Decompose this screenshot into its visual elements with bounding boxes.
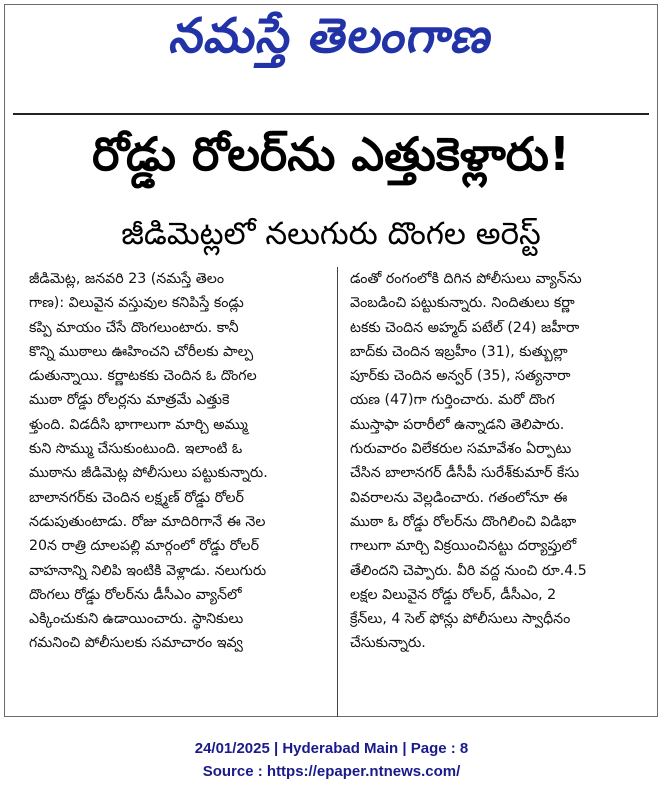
masthead-rule [13, 113, 649, 115]
article-column-right [350, 267, 657, 656]
article-line: ముఠాను జీడిమెట్ల పోలీసులు పట్టుకున్నారు. [29, 465, 268, 482]
article-line: టకకు చెందిన అహ్మద్ పటేల్ (24) జహీరా [350, 319, 580, 336]
headline [15, 125, 647, 195]
article-line: గాణ): విలువైన వస్తువుల కనిపిస్తే కండ్లు [29, 295, 244, 312]
article-line: చేసిన బాలానగర్ డీసీపీ సురేశ్‌కుమార్ కేసు [350, 465, 580, 482]
article-line: కుని సొమ్ము చేసుకుంటుంది. ఇలాంటి ఓ [29, 441, 243, 458]
article-line: డుతున్నాయి. కర్ణాటకకు చెందిన ఓ దొంగల [29, 368, 257, 385]
article-line: డంతో రంగంలోకి దిగిన పోలీసులు వ్యాన్‌ను [350, 271, 582, 287]
article-line: వాహనాన్ని నిలిపి ఇంటికి వెళ్లాడు. నలుగురు [29, 562, 267, 579]
article-line: పూర్‌కు చెందిన అన్వర్ (35), సత్యనారా [350, 368, 571, 385]
article-line: బాలానగర్‌కు చెందిన లక్ష్మణ్ రోడ్డు రోలర్ [29, 489, 244, 506]
article-line: ముఠా ఓ రోడ్డు రోలర్‌ను దొంగిలించి విడిభా [350, 513, 577, 530]
article-line: చేసుకున్నారు. [350, 635, 426, 652]
article-line: బాద్‌కు చెందిన ఇబ్రహీం (31), కుత్బుల్లా [350, 343, 568, 360]
article-line: నడుపుతుంటాడు. రోజు మాదిరిగానే ఈ నెల [29, 513, 266, 530]
article-line: గురువారం విలేకరుల సమావేశం ఏర్పాటు [350, 441, 572, 458]
subheadline [15, 215, 647, 259]
masthead [5, 8, 657, 73]
headline-text: రోడ్డు రోలర్‌ను ఎత్తుకెళ్లారు! [92, 127, 570, 181]
article-line: ళ్తుంది. విడదీసి భాగాలుగా మార్చి అమ్ము [29, 416, 248, 433]
article-line: ఎక్కించుకుని ఉడాయించారు. స్థానికులు [29, 611, 244, 628]
subheadline-text: జీడిమెట్లలో నలుగురు దొంగల అరెస్ట్ [121, 215, 541, 252]
article-line: దొంగలు రోడ్డు రోలర్‌ను డీసీఎం వ్యాన్‌లో [29, 586, 242, 603]
column-divider [337, 267, 338, 717]
article-line: కప్పి మాయం చేసే దొంగలుంటారు. కానీ [29, 319, 239, 336]
article-line: 20న రాత్రి దూలపల్లి మార్గంలో రోడ్డు రోలర్ [29, 538, 260, 555]
article-line: వెంబడించి పట్టుకున్నారు. నిందితులు కర్ణా [350, 295, 575, 312]
article-line: కొన్ని ముఠాలు ఊహించని చోరీలకు పాల్ప [29, 343, 254, 360]
news-clipping [4, 4, 658, 717]
article-line: లక్షల విలువైన రోడ్డు రోలర్, డీసీఎం, 2 [350, 586, 557, 603]
article-line: తేలిందని చెప్పారు. వీరి వద్ద నుంచి రూ.4.5 [350, 562, 587, 579]
article-line: యణ (47)గా గుర్తించారు. మరో దొంగ [350, 392, 555, 409]
article-line: జీడిమెట్ల, జనవరి 23 (నమస్తే తెలం [29, 271, 225, 287]
article-column-left [29, 267, 336, 656]
article-line: ముస్తాఫా పరారీలో ఉన్నాడని తెలిపారు. [350, 416, 565, 433]
article-line: క్రేన్‌లు, 4 సెల్ ఫోన్లు పోలీసులు స్వాధీనం [350, 611, 571, 628]
article-line: గమనించి పోలీసులకు సమాచారం ఇవ్వ [29, 635, 243, 652]
source-link[interactable]: Source : https://epaper.ntnews.com/ [202, 763, 461, 780]
edition-info: 24/01/2025 | Hyderabad Main | Page : 8 [194, 740, 469, 757]
article-line: వివరాలను వెల్లడించారు. గతంలోనూ ఈ [350, 489, 568, 506]
article-line: ముఠా రోడ్డు రోలర్లను మాత్రమే ఎత్తుకె [29, 392, 230, 409]
article-line: గాలుగా మార్చి విక్రయించినట్టు దర్యాప్తులో [350, 538, 577, 555]
masthead-logo: నమస్తే తెలంగాణ [165, 8, 499, 64]
